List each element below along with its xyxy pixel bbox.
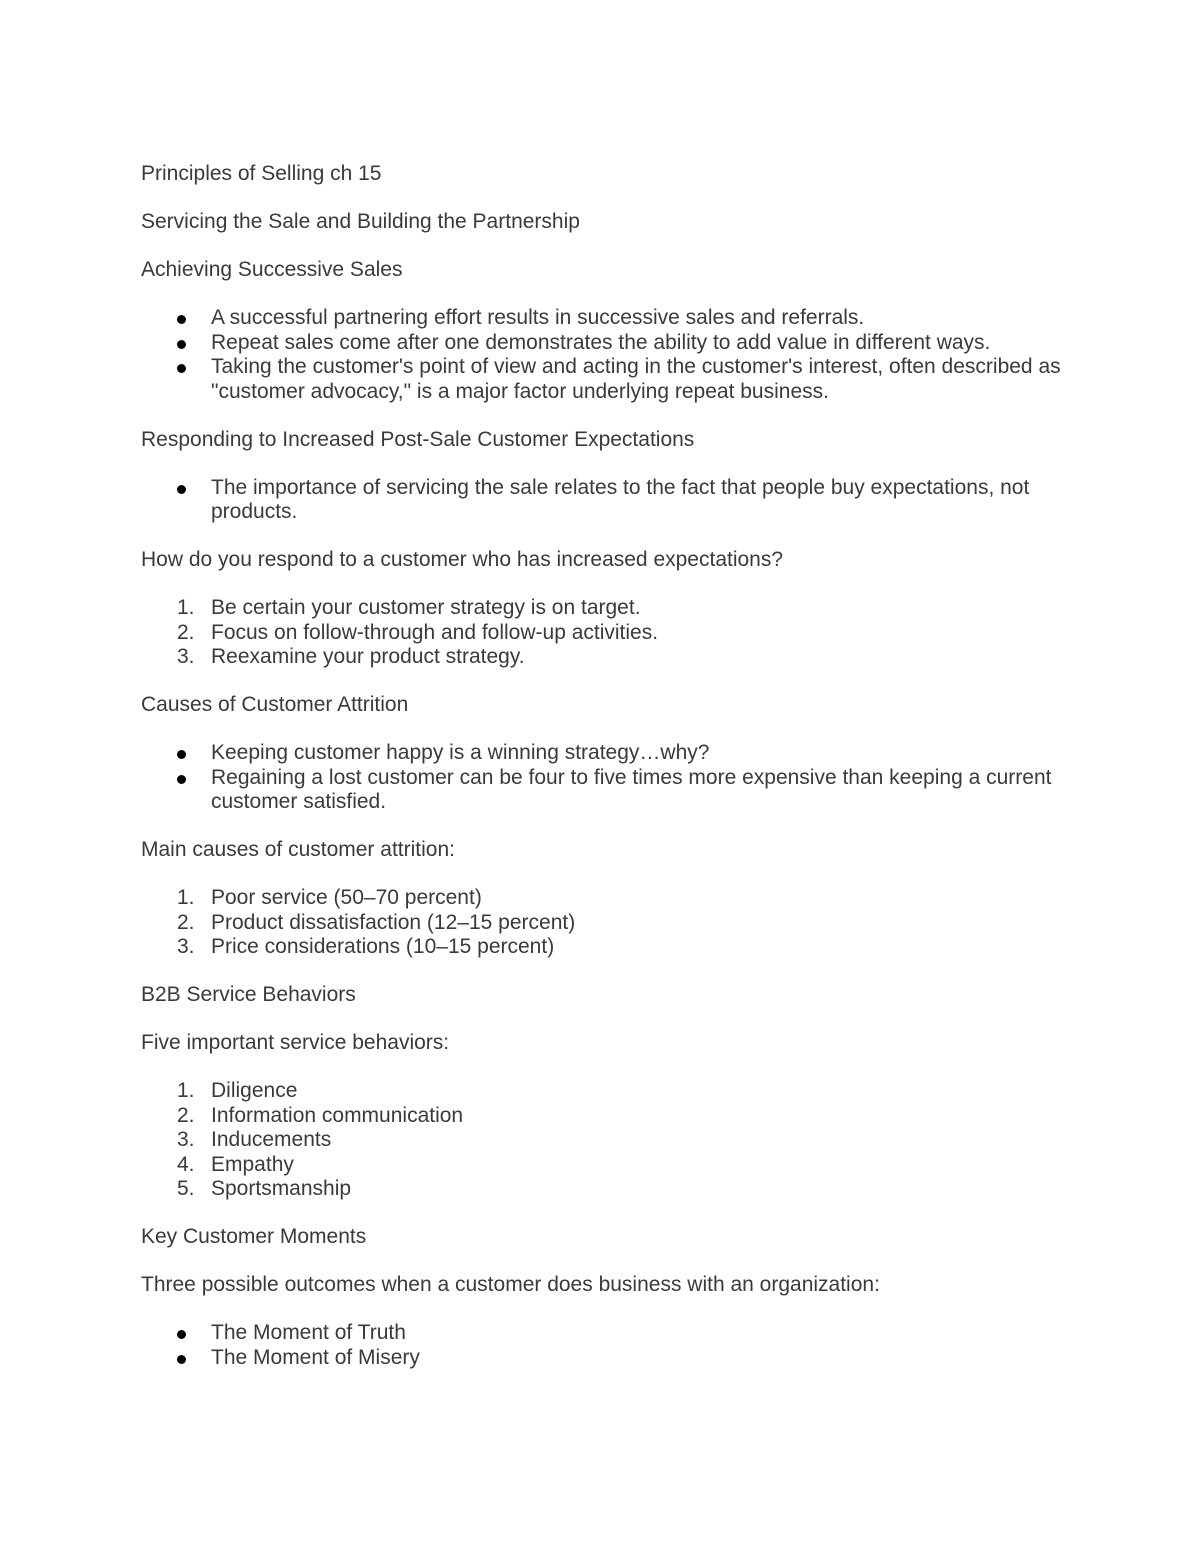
document-page	[141, 162, 1071, 1394]
list-item: Keeping customer happy is a winning strategy…why?	[141, 741, 1071, 766]
section-heading-attrition-causes: Main causes of customer attrition:	[141, 838, 455, 861]
list-number: 2.	[177, 620, 195, 644]
bullet-icon	[177, 364, 186, 373]
section-heading-key-moments: Key Customer Moments	[141, 1225, 367, 1248]
bullet-list-customer-attrition	[141, 741, 1071, 815]
list-number: 1.	[177, 1079, 195, 1102]
list-number: 3.	[177, 1128, 195, 1151]
list-item: 3. Price considerations (10–15 percent)	[177, 935, 555, 958]
list-number: 1.	[177, 886, 195, 909]
list-number: 2.	[177, 910, 195, 934]
numbered-list-service-behaviors	[141, 1079, 1071, 1202]
list-item: 2. Information communication	[177, 1103, 464, 1127]
section-heading-service-behaviors: Five important service behaviors:	[141, 1031, 450, 1054]
list-item: Repeat sales come after one demonstrates the ability to add value in different ways.	[141, 331, 1071, 356]
list-item: 3. Reexamine your product strategy.	[177, 645, 525, 668]
list-number: 3.	[177, 935, 195, 958]
list-item: The Moment of Misery	[141, 1346, 1071, 1371]
section-heading-customer-attrition: Causes of Customer Attrition	[141, 693, 409, 716]
list-number: 1.	[177, 596, 195, 619]
list-item: 3. Inducements	[177, 1128, 332, 1151]
list-item: The importance of servicing the sale relates to the fact that people buy expectations, not products.	[141, 476, 1071, 525]
bullet-icon	[177, 340, 186, 349]
section-heading-possible-outcomes: Three possible outcomes when a customer does business with an organization:	[141, 1273, 880, 1296]
numbered-list-respond-expectations	[141, 596, 1071, 670]
bullet-list-post-sale-expectations	[141, 476, 1071, 525]
list-item: 2. Focus on follow-through and follow-up activities.	[177, 620, 659, 644]
section-heading-respond-expectations: How do you respond to a customer who has increased expectations?	[141, 548, 784, 571]
list-item: 1. Diligence	[177, 1079, 298, 1102]
section-heading-successive-sales: Achieving Successive Sales	[141, 258, 403, 281]
bullet-icon	[177, 315, 186, 324]
list-number: 3.	[177, 645, 195, 668]
list-item: 1. Poor service (50–70 percent)	[177, 886, 482, 909]
section-heading-post-sale-expectations: Responding to Increased Post-Sale Customer Expectations	[141, 427, 695, 451]
list-item: Taking the customer's point of view and acting in the customer's interest, often described as "customer advocacy," is a major factor underlying repeat business.	[141, 355, 1071, 404]
numbered-list-attrition-causes	[141, 886, 1071, 960]
list-item: 2. Product dissatisfaction (12–15 percent)	[177, 910, 576, 934]
document-subtitle: Servicing the Sale and Building the Partnership	[141, 210, 580, 233]
bullet-list-successive-sales	[141, 306, 1071, 404]
bullet-icon	[177, 750, 186, 759]
list-item: 5. Sportsmanship	[177, 1177, 352, 1200]
list-item: 1. Be certain your customer strategy is on target.	[177, 596, 641, 619]
bullet-list-possible-outcomes	[141, 1321, 1071, 1370]
bullet-icon	[177, 1330, 186, 1339]
list-item: 4. Empathy	[177, 1152, 294, 1176]
list-number: 5.	[177, 1177, 195, 1200]
bullet-icon	[177, 1355, 186, 1364]
list-item: A successful partnering effort results in successive sales and referrals.	[141, 306, 1071, 331]
list-item: The Moment of Truth	[141, 1321, 1071, 1346]
document-title: Principles of Selling ch 15	[141, 162, 382, 185]
list-item: Regaining a lost customer can be four to five times more expensive than keeping a current customer satisfied.	[141, 766, 1071, 815]
section-heading-b2b-service: B2B Service Behaviors	[141, 983, 356, 1006]
bullet-icon	[177, 775, 186, 784]
list-number: 4.	[177, 1152, 195, 1176]
list-number: 2.	[177, 1103, 195, 1127]
bullet-icon	[177, 485, 186, 494]
